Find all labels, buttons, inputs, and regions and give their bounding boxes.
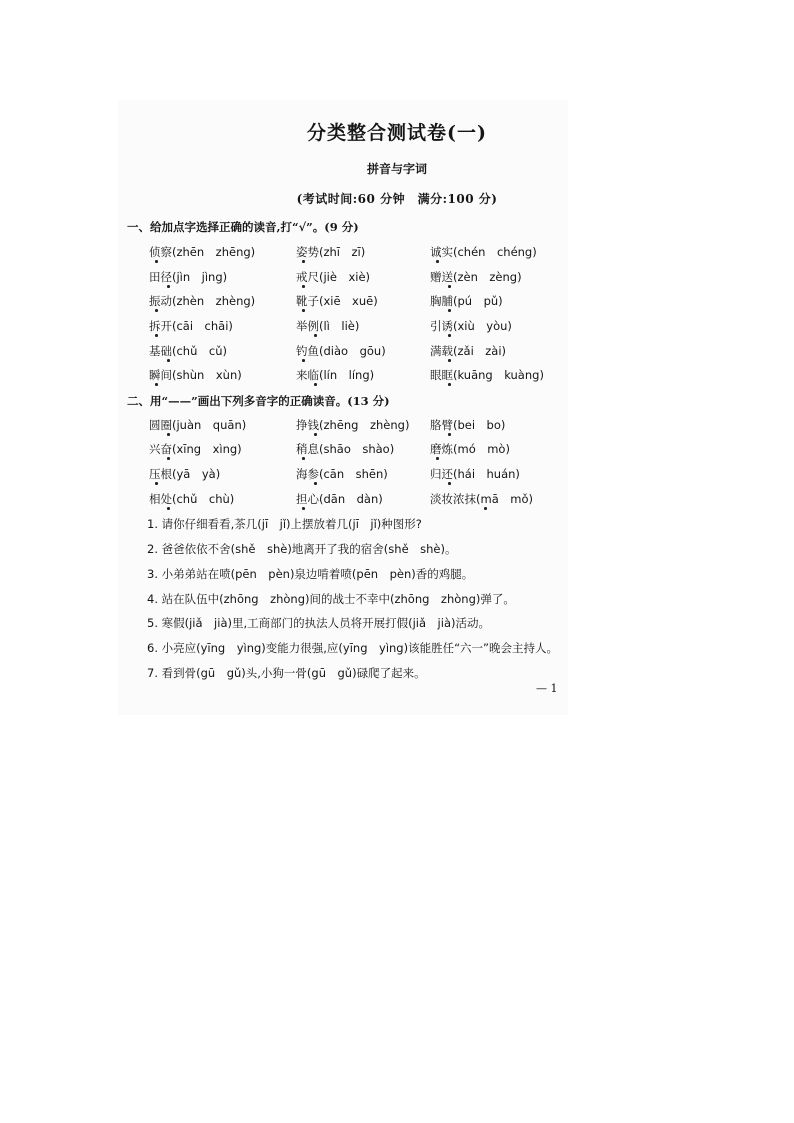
emphasis-dot — [448, 309, 451, 312]
emphasis-dot — [167, 457, 170, 460]
emphasis-dot — [302, 260, 305, 263]
word-item: 兴奋(xīng xìng) — [149, 442, 242, 456]
section1-heading: 一、给加点字选择正确的读音,打“√”。(9 分) — [127, 220, 359, 234]
word-item: 瞬间(shùn xùn) — [149, 368, 242, 382]
word-item: 磨炼(mó mò) — [430, 442, 510, 456]
word-item: 靴子(xiē xuē) — [296, 294, 378, 308]
word-item: 诚实(chén chéng) — [430, 245, 537, 259]
sentence-item: 3. 小弟弟站在喷(pēn pèn)泉边啃着喷(pēn pèn)香的鸡腿。 — [147, 567, 474, 581]
emphasis-dot — [448, 334, 451, 337]
emphasis-dot — [302, 507, 305, 510]
sentence-item: 6. 小亮应(yīng yìng)变能力很强,应(yīng yìng)该能胜任“六一”晚会主持人。 — [147, 641, 558, 655]
word-item: 赠送(zèn zèng) — [430, 270, 522, 284]
emphasis-dot — [155, 383, 158, 386]
emphasis-dot — [302, 359, 305, 362]
word-item: 归还(hái huán) — [430, 467, 520, 481]
emphasis-dot — [448, 359, 451, 362]
emphasis-dot — [448, 285, 451, 288]
page-number: — 1 — [536, 682, 558, 695]
emphasis-dot — [314, 482, 317, 485]
emphasis-dot — [314, 334, 317, 337]
word-item: 侦察(zhēn zhēng) — [149, 245, 256, 259]
section2-heading: 二、用“——”画出下列多音字的正确读音。(13 分) — [127, 394, 390, 408]
word-item: 来临(lín líng) — [296, 368, 375, 382]
word-item: 担心(dān dàn) — [296, 492, 383, 506]
emphasis-dot — [302, 309, 305, 312]
emphasis-dot — [448, 433, 451, 436]
emphasis-dot — [155, 309, 158, 312]
emphasis-dot — [302, 285, 305, 288]
word-item: 田径(jìn jìng) — [149, 270, 228, 284]
emphasis-dot — [167, 507, 170, 510]
emphasis-dot — [448, 383, 451, 386]
word-item: 圆圈(juàn quān) — [149, 418, 247, 432]
sentence-item: 4. 站在队伍中(zhōng zhòng)间的战士不幸中(zhōng zhòng)弹了。 — [147, 592, 515, 606]
word-item: 戒尺(jiè xiè) — [296, 270, 371, 284]
emphasis-dot — [448, 482, 451, 485]
word-item: 海参(cān shēn) — [296, 467, 388, 481]
emphasis-dot — [314, 433, 317, 436]
emphasis-dot — [436, 260, 439, 263]
word-item: 基础(chǔ cǔ) — [149, 344, 227, 358]
word-item: 眼眶(kuāng kuàng) — [430, 368, 544, 382]
sentence-item: 1. 请你仔细看看,茶几(jī jǐ)上摆放着几(jī jǐ)种图形? — [147, 517, 422, 531]
emphasis-dot — [302, 457, 305, 460]
word-item: 胸脯(pú pǔ) — [430, 294, 503, 308]
page-subtitle: 拼音与字词 — [366, 162, 427, 176]
word-item: 淡妆浓抹(mā mǒ) — [430, 492, 533, 506]
emphasis-dot — [155, 334, 158, 337]
emphasis-dot — [484, 507, 487, 510]
emphasis-dot — [314, 383, 317, 386]
emphasis-dot — [167, 285, 170, 288]
word-item: 振动(zhèn zhèng) — [149, 294, 256, 308]
word-item: 引诱(xiù yòu) — [430, 319, 512, 333]
word-item: 稍息(shāo shào) — [296, 442, 395, 456]
word-item: 挣钱(zhēng zhèng) — [296, 418, 410, 432]
word-item: 相处(chǔ chù) — [149, 492, 235, 506]
emphasis-dot — [167, 433, 170, 436]
word-item: 压根(yā yà) — [149, 467, 221, 481]
word-item: 姿势(zhī zī) — [296, 245, 366, 259]
sentence-item: 2. 爸爸依依不舍(shě shè)地离开了我的宿舍(shě shè)。 — [147, 542, 457, 556]
word-item: 拆开(cāi chāi) — [149, 319, 233, 333]
sentence-item: 5. 寒假(jiǎ jià)里,工商部门的执法人员将开展打假(jiǎ jià)活动。 — [147, 616, 490, 630]
word-item: 胳臂(bei bo) — [430, 418, 506, 432]
emphasis-dot — [167, 359, 170, 362]
word-item: 举例(lì liè) — [296, 319, 360, 333]
page-title: 分类整合测试卷(一) — [307, 122, 487, 144]
sentence-item: 7. 看到骨(gū gǔ)头,小狗一骨(gū gǔ)碌爬了起来。 — [147, 666, 426, 680]
exam-info: (考试时间:60 分钟 满分:100 分) — [296, 192, 498, 206]
word-item: 满载(zǎi zài) — [430, 344, 507, 358]
emphasis-dot — [155, 482, 158, 485]
emphasis-dot — [155, 260, 158, 263]
emphasis-dot — [436, 457, 439, 460]
word-item: 钓鱼(diào gōu) — [296, 344, 386, 358]
